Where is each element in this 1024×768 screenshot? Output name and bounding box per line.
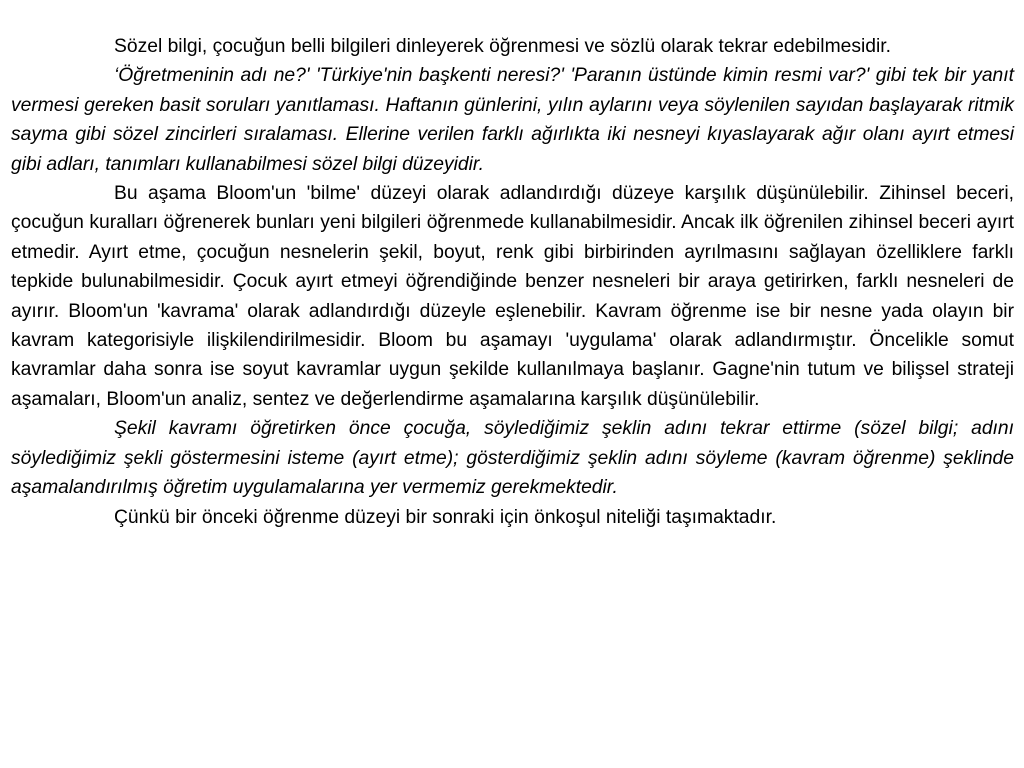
paragraph-sekil-kavrami: Şekil kavramı öğretirken önce çocuğa, söylediğimiz şeklin adını tekrar ettirme (sözel bilgi; adını söylediğimiz şekli göstermesini isteme (ayırt etme); gösterdiğimiz şeklin adını söyleme (kavram öğrenme) şeklinde aşamalandırılmış öğretim uygulamalarına yer vermemiz gerekmektedir. [11, 418, 1014, 499]
document-body [11, 32, 1014, 532]
paragraph-bloom-comparison: Bu aşama Bloom'un 'bilme' düzeyi olarak adlandırdığı düzeye karşılık düşünülebilir. Zihinsel beceri, çocuğun kuralları öğrenerek bunları yeni bilgileri öğrenmede kullanabilmesidir. Ancak ilk öğrenilen zihinsel beceri ayırt etmedir. Ayırt etme, çocuğun nesnelerin şekil, boyut, renk gibi birbirinden ayrılmasını sağlayan özelliklere farklı tepkide bulunabilmesidir. Çocuk ayırt etmeyi öğrendiğinde benzer nesneleri bir araya getirirken, farklı nesneleri de ayırır. Bloom'un 'kavrama' olarak adlandırdığı düzeyle eşlenebilir. Kavram öğrenme ise bir nesne yada olayın bir kavram kategorisiyle ilişkilendirilmesidir. Bloom bu aşamayı 'uygulama' olarak adlandırmıştır. Öncelikle somut kavramlar daha sonra ise soyut kavramlar uygun şekilde kullanılmaya başlanır. Gagne'nin tutum ve bilişsel strateji aşamaları, Bloom'un analiz, sentez ve değerlendirme aşamalarına karşılık düşünülebilir. [11, 183, 1014, 410]
paragraph-sozel-bilgi-examples: ‘Öğretmeninin adı ne?' 'Türkiye'nin başkenti neresi?' 'Paranın üstünde kimin resmi var?' gibi tek bir yanıt vermesi gereken basit soruları yanıtlaması. Haftanın günlerini, yılın aylarını veya söylenilen sayıdan başlayarak ritmik sayma gibi sözel zincirleri sıralaması. Ellerine verilen farklı ağırlıkta iki nesneyi kıyaslayarak ağır olanı ayırt etmesi gibi adları, tanımları kullanabilmesi sözel bilgi düzeyidir. [11, 65, 1014, 175]
paragraph-conclusion: Çünkü bir önceki öğrenme düzeyi bir sonraki için önkoşul niteliği taşımaktadır. [114, 506, 777, 528]
paragraph-sozel-bilgi: Sözel bilgi, çocuğun belli bilgileri dinleyerek öğrenmesi ve sözlü olarak tekrar edebilmesidir. [114, 36, 891, 57]
